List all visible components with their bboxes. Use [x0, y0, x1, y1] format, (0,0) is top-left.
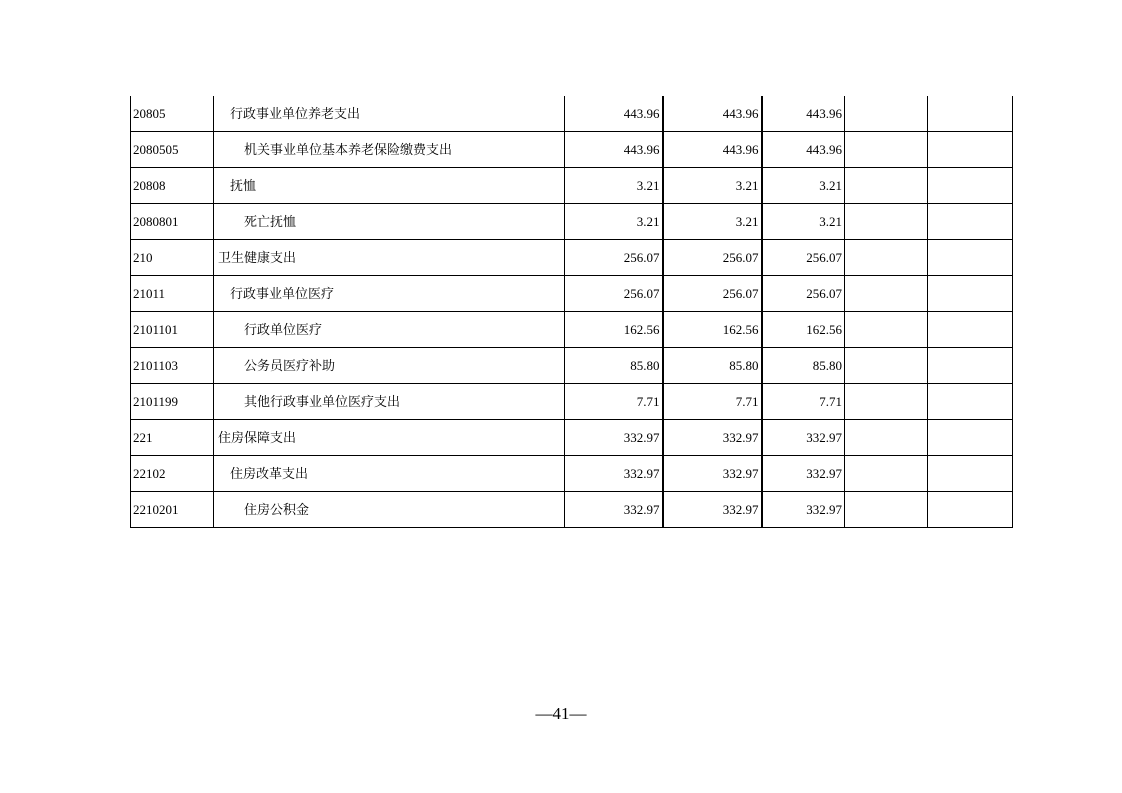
amount-cell-3: 256.07	[762, 240, 845, 276]
amount-cell-5	[928, 384, 1013, 420]
amount-cell-4	[845, 384, 928, 420]
table-row	[131, 492, 1013, 528]
amount-cell-3: 443.96	[762, 132, 845, 168]
code-cell: 221	[131, 420, 214, 456]
amount-cell-2: 7.71	[663, 384, 762, 420]
budget-table	[130, 96, 1013, 528]
amount-cell-5	[928, 456, 1013, 492]
amount-cell-5	[928, 132, 1013, 168]
name-cell: 机关事业单位基本养老保险缴费支出	[214, 132, 565, 168]
amount-cell-1: 332.97	[565, 492, 663, 528]
amount-cell-2: 3.21	[663, 168, 762, 204]
amount-cell-2: 332.97	[663, 492, 762, 528]
amount-cell-3: 332.97	[762, 420, 845, 456]
name-cell: 行政事业单位养老支出	[214, 96, 565, 132]
name-cell: 公务员医疗补助	[214, 348, 565, 384]
code-cell: 2080801	[131, 204, 214, 240]
amount-cell-1: 443.96	[565, 96, 663, 132]
table-row	[131, 96, 1013, 132]
amount-cell-1: 3.21	[565, 204, 663, 240]
amount-cell-3: 3.21	[762, 204, 845, 240]
amount-cell-3: 256.07	[762, 276, 845, 312]
amount-cell-3: 3.21	[762, 168, 845, 204]
code-cell: 2210201	[131, 492, 214, 528]
amount-cell-2: 443.96	[663, 96, 762, 132]
amount-cell-3: 443.96	[762, 96, 845, 132]
table-row	[131, 240, 1013, 276]
amount-cell-3: 85.80	[762, 348, 845, 384]
name-cell: 死亡抚恤	[214, 204, 565, 240]
amount-cell-1: 256.07	[565, 240, 663, 276]
name-cell: 行政单位医疗	[214, 312, 565, 348]
amount-cell-4	[845, 492, 928, 528]
table-row	[131, 132, 1013, 168]
amount-cell-5	[928, 276, 1013, 312]
amount-cell-2: 162.56	[663, 312, 762, 348]
name-cell: 卫生健康支出	[214, 240, 565, 276]
table-row	[131, 168, 1013, 204]
name-cell: 住房改革支出	[214, 456, 565, 492]
amount-cell-1: 443.96	[565, 132, 663, 168]
amount-cell-1: 7.71	[565, 384, 663, 420]
amount-cell-4	[845, 204, 928, 240]
amount-cell-2: 85.80	[663, 348, 762, 384]
name-cell: 住房保障支出	[214, 420, 565, 456]
name-cell: 住房公积金	[214, 492, 565, 528]
amount-cell-5	[928, 312, 1013, 348]
amount-cell-4	[845, 276, 928, 312]
amount-cell-2: 443.96	[663, 132, 762, 168]
amount-cell-5	[928, 348, 1013, 384]
amount-cell-2: 332.97	[663, 420, 762, 456]
amount-cell-1: 162.56	[565, 312, 663, 348]
code-cell: 21011	[131, 276, 214, 312]
amount-cell-4	[845, 420, 928, 456]
amount-cell-4	[845, 456, 928, 492]
amount-cell-4	[845, 132, 928, 168]
amount-cell-2: 3.21	[663, 204, 762, 240]
name-cell: 其他行政事业单位医疗支出	[214, 384, 565, 420]
amount-cell-5	[928, 96, 1013, 132]
code-cell: 210	[131, 240, 214, 276]
name-cell: 行政事业单位医疗	[214, 276, 565, 312]
amount-cell-2: 256.07	[663, 240, 762, 276]
amount-cell-4	[845, 168, 928, 204]
table-row	[131, 420, 1013, 456]
table-body	[131, 96, 1013, 528]
amount-cell-1: 85.80	[565, 348, 663, 384]
table-row	[131, 384, 1013, 420]
amount-cell-2: 256.07	[663, 276, 762, 312]
amount-cell-5	[928, 168, 1013, 204]
amount-cell-3: 162.56	[762, 312, 845, 348]
amount-cell-5	[928, 240, 1013, 276]
amount-cell-3: 332.97	[762, 456, 845, 492]
amount-cell-1: 332.97	[565, 420, 663, 456]
amount-cell-3: 332.97	[762, 492, 845, 528]
amount-cell-4	[845, 312, 928, 348]
table-row	[131, 204, 1013, 240]
table-row	[131, 456, 1013, 492]
amount-cell-1: 332.97	[565, 456, 663, 492]
amount-cell-3: 7.71	[762, 384, 845, 420]
amount-cell-5	[928, 492, 1013, 528]
code-cell: 2080505	[131, 132, 214, 168]
table-row	[131, 276, 1013, 312]
code-cell: 20808	[131, 168, 214, 204]
amount-cell-1: 3.21	[565, 168, 663, 204]
code-cell: 22102	[131, 456, 214, 492]
code-cell: 2101101	[131, 312, 214, 348]
code-cell: 2101199	[131, 384, 214, 420]
amount-cell-4	[845, 240, 928, 276]
amount-cell-2: 332.97	[663, 456, 762, 492]
table-row	[131, 312, 1013, 348]
amount-cell-4	[845, 348, 928, 384]
code-cell: 2101103	[131, 348, 214, 384]
amount-cell-4	[845, 96, 928, 132]
amount-cell-1: 256.07	[565, 276, 663, 312]
code-cell: 20805	[131, 96, 214, 132]
page-number: —41—	[535, 704, 587, 723]
amount-cell-5	[928, 204, 1013, 240]
table-row	[131, 348, 1013, 384]
amount-cell-5	[928, 420, 1013, 456]
name-cell: 抚恤	[214, 168, 565, 204]
